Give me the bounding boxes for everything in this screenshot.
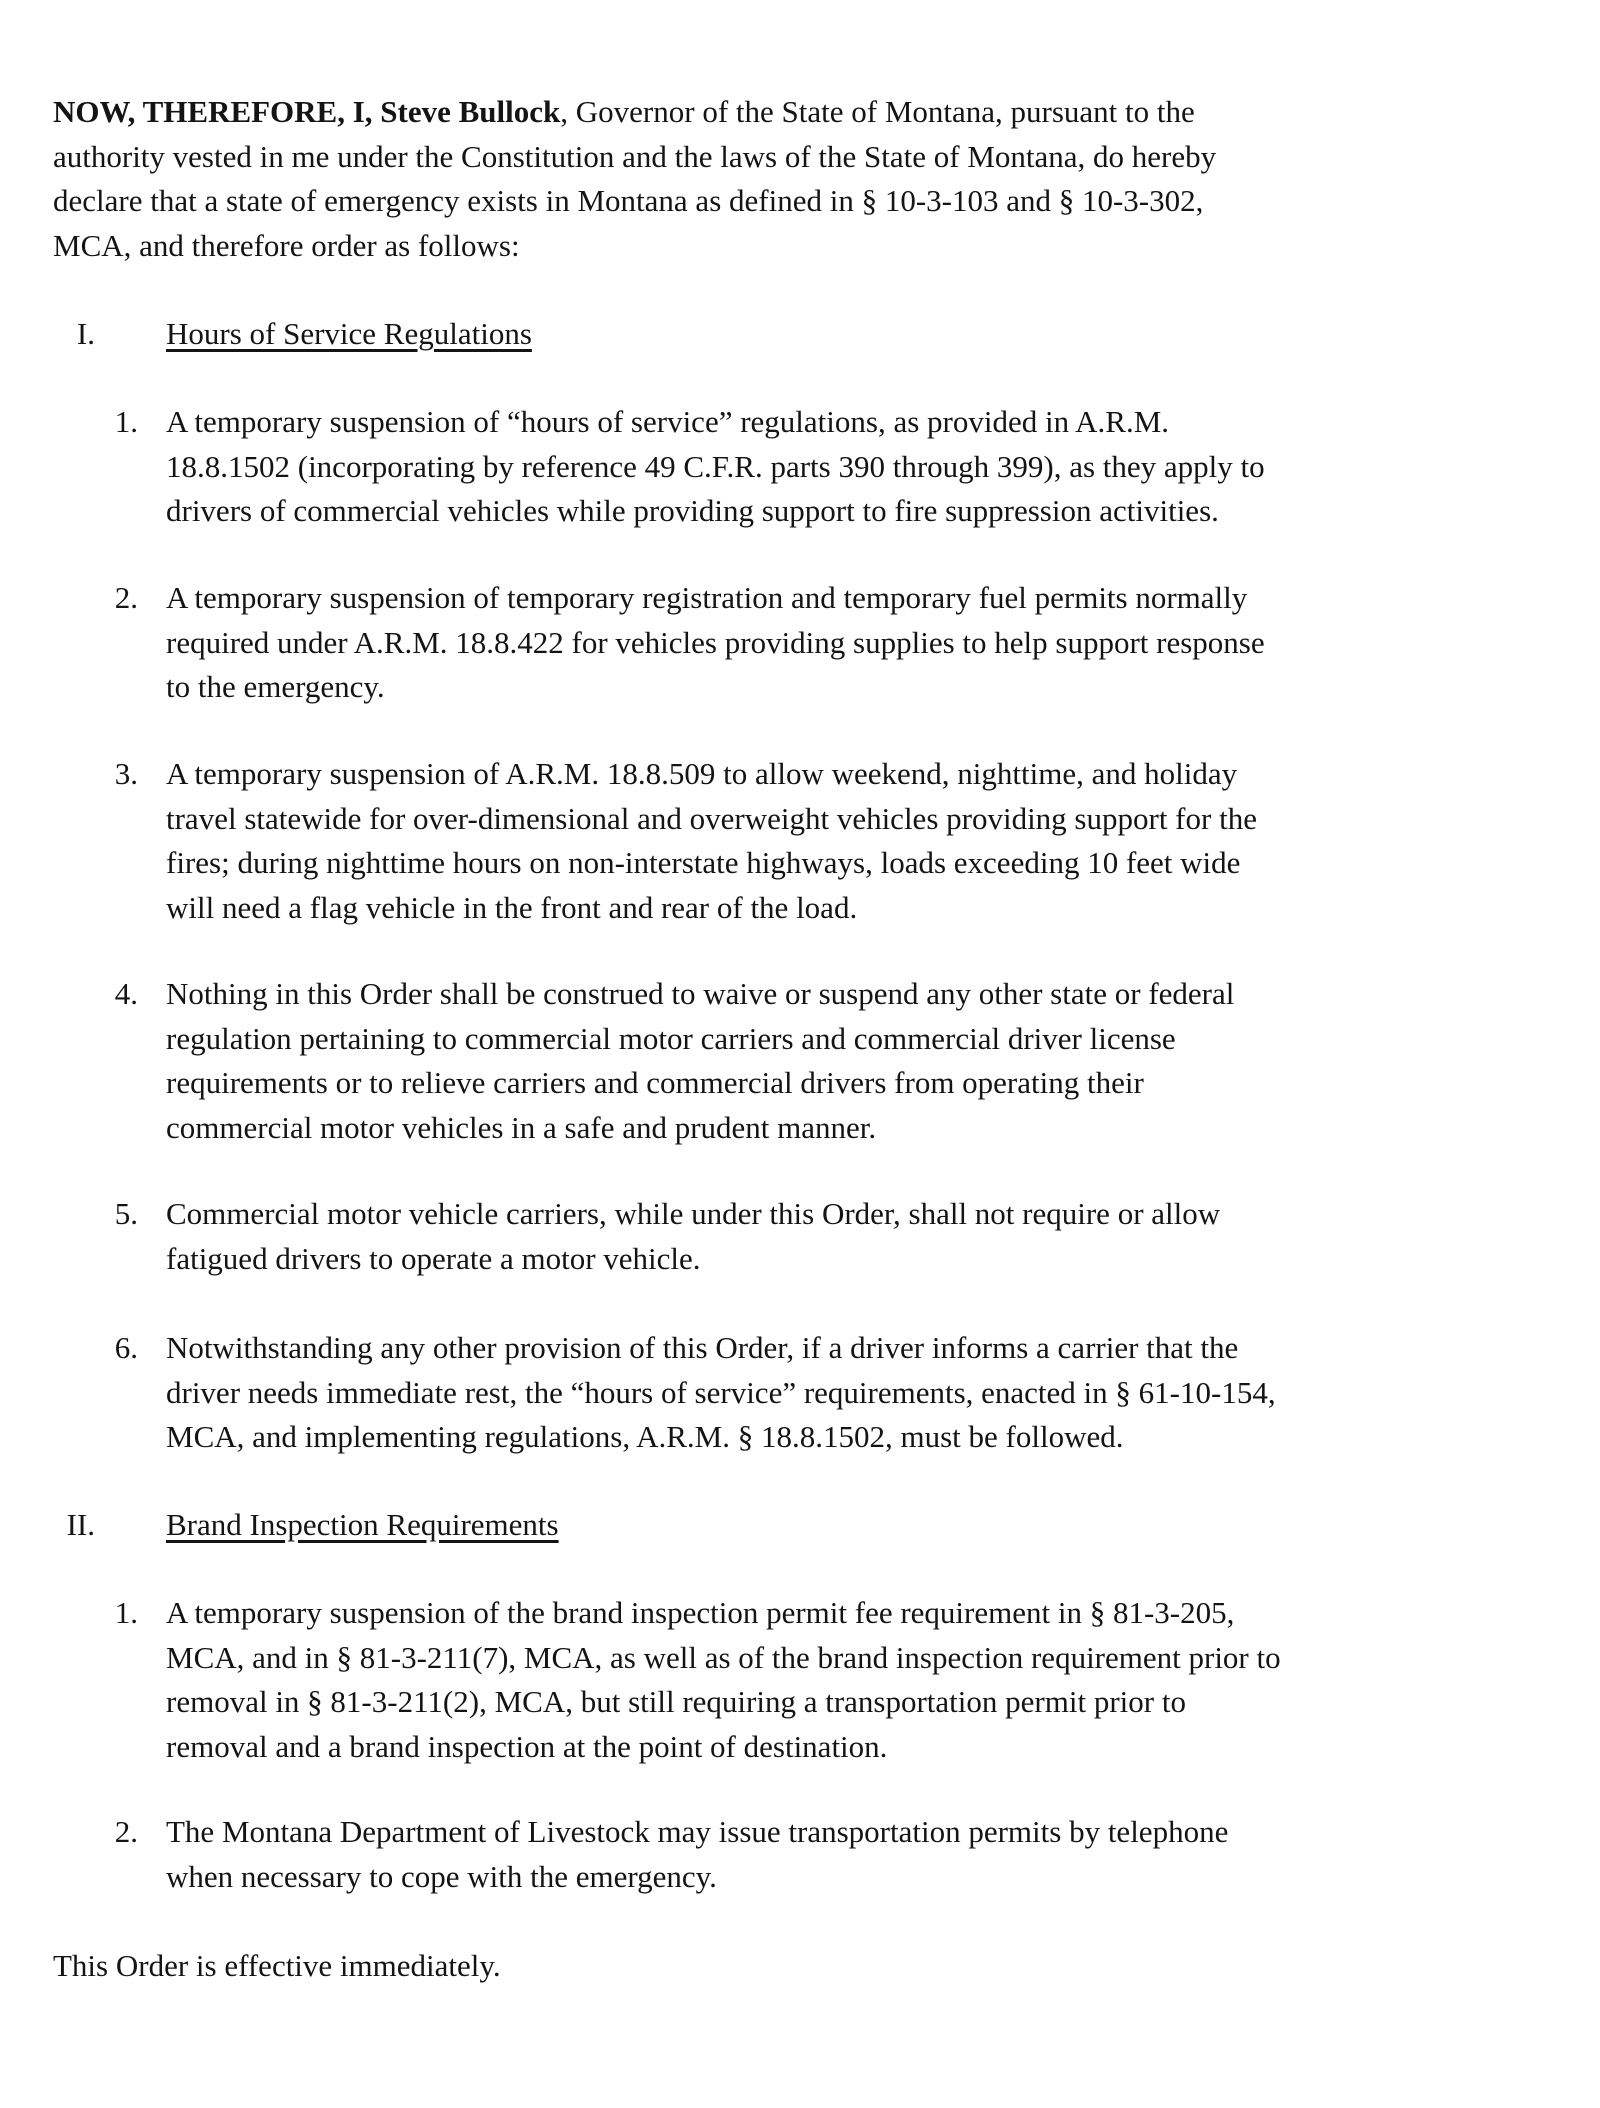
item-line: Nothing in this Order shall be construed to waive or suspend any other state or federal [166,976,1235,1011]
intro-bold-lead: NOW, THEREFORE, I, Steve Bullock [53,94,561,129]
intro-line [53,90,1553,135]
intro-line: authority vested in me under the Constitution and the laws of the State of Montana, do hereby [53,138,1217,174]
item-text [166,1591,1551,1769]
item-text [166,576,1551,710]
item-text [166,752,1551,930]
item-text [166,1192,1551,1281]
item-number: 2. [114,1814,138,1849]
intro-line: declare that a state of emergency exists in Montana as defined in § 10-3-103 and § 10-3-302, [53,183,1204,218]
intro-paragraph [53,90,1553,268]
item-line: to the emergency. [166,669,385,704]
item-line: required under A.R.M. 18.8.422 for vehicles providing supplies to help support response [166,624,1265,660]
item-line: Commercial motor vehicle carriers, while under this Order, shall not require or allow [166,1196,1221,1231]
item-text [166,1810,1551,1899]
item-line: commercial motor vehicles in a safe and prudent manner. [166,1109,877,1145]
item-line: A temporary suspension of temporary registration and temporary fuel permits normally [166,580,1248,615]
item-line: fires; during nighttime hours on non-interstate highways, loads exceeding 10 feet wide [166,845,1241,880]
item-number: 5. [114,1196,138,1231]
item-line: when necessary to cope with the emergency. [166,1858,717,1894]
intro-line: MCA, and therefore order as follows: [53,227,520,263]
item-line: MCA, and implementing regulations, A.R.M. § 18.8.1502, must be followed. [166,1419,1124,1454]
item-text [166,1326,1551,1460]
item-line: regulation pertaining to commercial motor carriers and commercial driver license [166,1020,1176,1056]
item-text [166,972,1551,1150]
item-line: will need a flag vehicle in the front and rear of the load. [166,889,858,925]
item-number: 6. [114,1330,138,1365]
intro-text: , Governor of the State of Montana, pursuant to the [560,94,1195,129]
item-line: The Montana Department of Livestock may issue transportation permits by telephone [166,1814,1229,1849]
item-line: A temporary suspension of the brand inspection permit fee requirement in § 81-3-205, [166,1595,1235,1630]
closing-statement: This Order is effective immediately. [53,1948,501,1983]
section-numeral: II. [66,1507,95,1542]
section-numeral: I. [76,316,95,351]
item-line: MCA, and in § 81-3-211(7), MCA, as well as of the brand inspection requirement prior to [166,1639,1281,1675]
item-line: A temporary suspension of A.R.M. 18.8.509 to allow weekend, nighttime, and holiday [166,756,1238,791]
section-title: Brand Inspection Requirements [166,1507,559,1542]
section-title: Hours of Service Regulations [166,316,532,351]
item-number: 3. [114,756,138,791]
item-number: 1. [114,1595,138,1630]
item-number: 2. [114,580,138,615]
item-line: removal and a brand inspection at the point of destination. [166,1728,888,1764]
item-line: A temporary suspension of “hours of service” regulations, as provided in A.R.M. [166,404,1170,439]
item-line: fatigued drivers to operate a motor vehicle. [166,1240,701,1276]
item-line: Notwithstanding any other provision of this Order, if a driver informs a carrier that the [166,1330,1239,1365]
item-line: drivers of commercial vehicles while providing support to fire suppression activities. [166,493,1219,528]
item-line: requirements or to relieve carriers and commercial drivers from operating their [166,1065,1144,1100]
item-line: travel statewide for over-dimensional and overweight vehicles providing support for the [166,800,1257,836]
item-number: 1. [114,404,138,439]
item-line: removal in § 81-3-211(2), MCA, but still requiring a transportation permit prior to [166,1684,1186,1719]
item-line: 18.8.1502 (incorporating by reference 49 C.F.R. parts 390 through 399), as they apply to [166,448,1265,484]
item-text [166,400,1551,534]
item-number: 4. [114,976,138,1011]
item-line: driver needs immediate rest, the “hours of service” requirements, enacted in § 61-10-154, [166,1374,1276,1410]
